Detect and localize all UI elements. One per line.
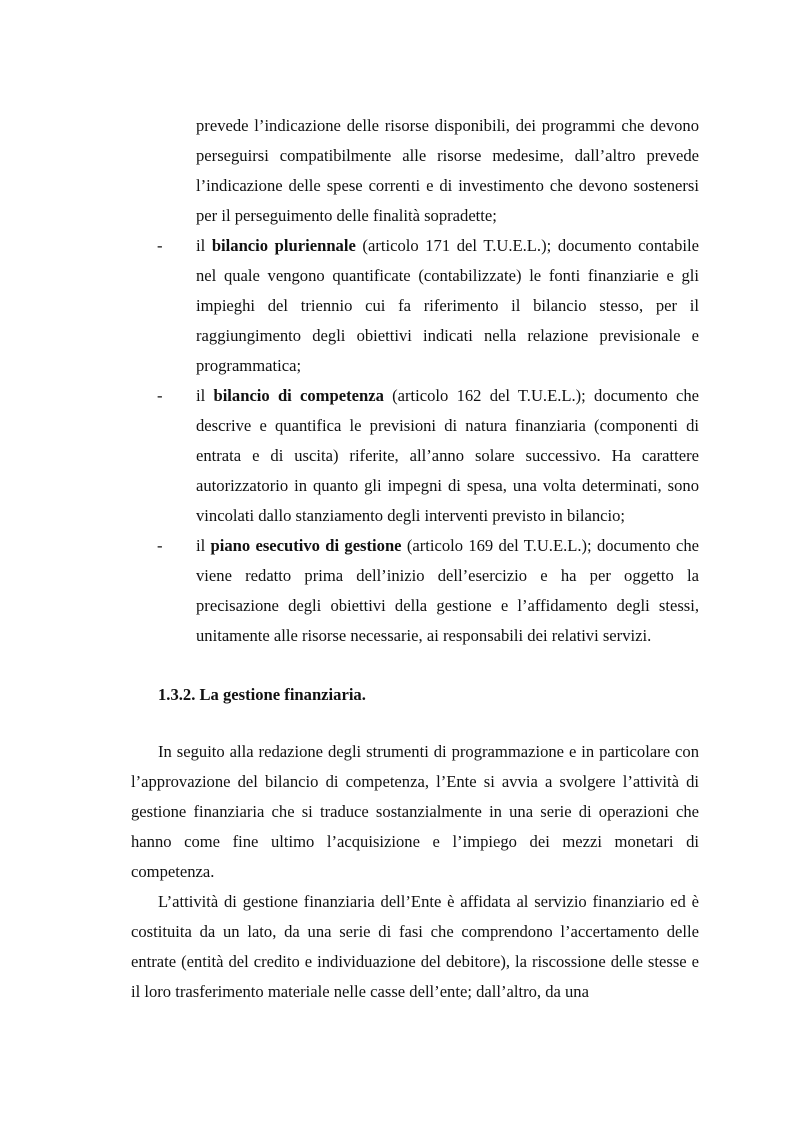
list-dash: - [157,386,163,405]
list-item-text [196,231,699,381]
list-item [157,531,699,651]
item-term: piano esecutivo di gestione [210,536,402,555]
body-text [131,737,699,1007]
list-dash: - [157,536,163,555]
item-description: (articolo 169 del T.U.E.L.); documento che viene redatto prima dell’inizio dell’esercizio e ha per oggetto la precisazione degli obiettivi della gestione e l’affidamento degli stessi, unitamente alle risorse necessarie, ai responsabili dei relativi servizi. [196,536,699,645]
list-dash: - [157,236,163,255]
list-item-text [196,381,699,531]
section-heading: 1.3.2. La gestione finanziaria. [158,685,366,704]
list-item [157,231,699,381]
item-description: (articolo 162 del T.U.E.L.); documento che descrive e quantifica le previsioni di natura finanziaria (componenti di entrata e di uscita) riferite, all’anno solare successivo. Ha carattere autorizzatorio in quanto gli impegni di spesa, una volta determinati, sono vincolati dallo stanziamento degli interventi previsto in bilancio; [196,386,700,525]
item-description: (articolo 171 del T.U.E.L.); documento contabile nel quale vengono quantificate (contabilizzate) le fonti finanziarie e gli impieghi del triennio cui fa riferimento il bilancio stesso, per il raggiungimento degli obiettivi indicati nella relazione previsionale e programmatica; [196,236,699,375]
paragraph: In seguito alla redazione degli strumenti di programmazione e in particolare con l’approvazione del bilancio di competenza, l’Ente si avvia a svolgere l’attività di gestione finanziaria che si traduce sostanzialmente in una serie di operazioni che hanno come fine ultimo l’acquisizione e l’impiego dei mezzi monetari di competenza. [131,742,699,881]
paragraph: L’attività di gestione finanziaria dell’Ente è affidata al servizio finanziario ed è costituita da un lato, da una serie di fasi che comprendono l’accertamento delle entrate (entità del credito e individuazione del debitore), la riscossione delle stesse e il loro trasferimento materiale nelle casse dell’ente; dall’altro, da una [131,892,699,1001]
item-prefix: il [196,386,214,405]
continuation-text: prevede l’indicazione delle risorse disponibili, dei programmi che devono perseguirsi compatibilmente alle risorse medesime, dall’altro prevede l’indicazione delle spese correnti e di investimento che devono sostenersi per il perseguimento delle finalità sopradette; [196,116,699,225]
list-item [157,381,699,531]
list-item-text [196,531,699,651]
item-term: bilancio pluriennale [211,236,356,255]
item-term: bilancio di competenza [213,386,384,405]
item-prefix: il [196,536,211,555]
item-prefix: il [196,236,212,255]
bullet-list [157,231,699,651]
